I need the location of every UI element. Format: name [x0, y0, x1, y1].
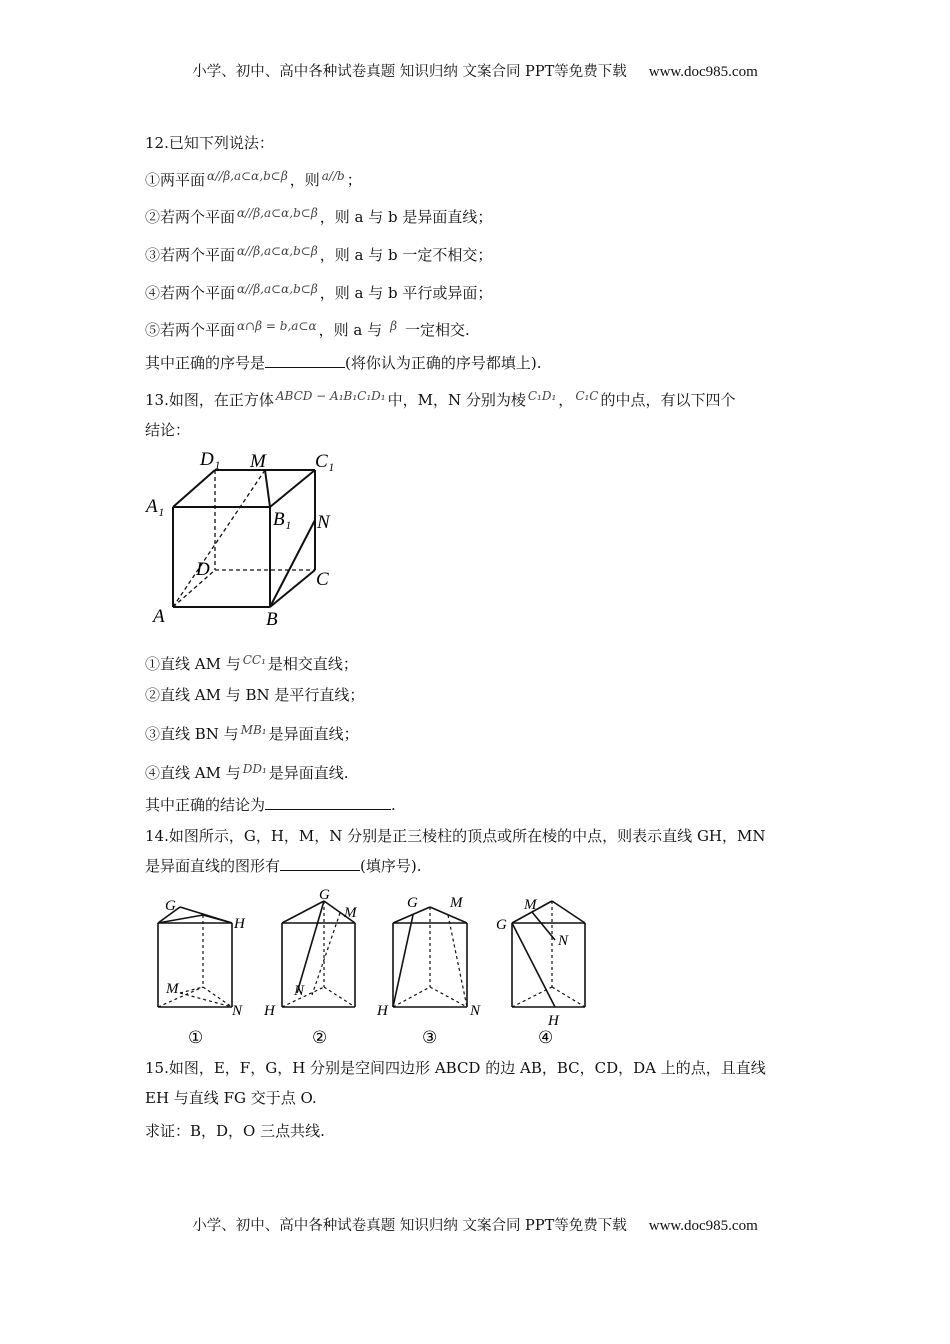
svg-text:G: G [165, 898, 176, 914]
svg-text:M: M [524, 897, 537, 913]
label-M: M [250, 451, 266, 472]
q13-stem-2: 结论： [145, 421, 191, 439]
q15-line-3: 求证：B，D，O 三点共线. [145, 1122, 325, 1140]
footer-text: 小学、初中、高中各种试卷真题 知识归纳 文案合同 PPT等免费下载 [192, 1218, 627, 1234]
label-A1: A₁ [146, 496, 165, 517]
svg-text:M: M [344, 905, 357, 921]
q13-answer-blank[interactable] [265, 795, 391, 810]
svg-text:N: N [558, 933, 569, 949]
q12-statement-1: ①两平面 $^{\alpha//\beta,a\subset\alpha,b\subset\beta}$ ，则 $^{a//b}$ ； [145, 169, 362, 189]
q13-conclusion-2: ②直线 AM 与 BN 是平行直线； [145, 686, 365, 704]
label-A: A [153, 606, 165, 627]
svg-text:N: N [294, 983, 305, 999]
svg-text:G: G [319, 887, 330, 903]
q14-answer-blank[interactable] [280, 856, 360, 871]
label-C1: C₁ [315, 451, 335, 472]
svg-text:②: ② [312, 1028, 328, 1047]
q13-conclusion-3: ③直线 BN 与 $^{MB_1}$ 是异面直线； [145, 723, 359, 743]
svg-text:N: N [232, 1003, 243, 1019]
q13-conclusion-1: ①直线 AM 与 $^{CC_1}$ 是相交直线； [145, 653, 358, 673]
label-B1: B₁ [273, 509, 292, 530]
q15-line-1: 15.如图，E，F，G，H 分别是空间四边形 ABCD 的边 AB，BC，CD，DA 上的点，且直线 [145, 1059, 766, 1077]
label-D1: D₁ [200, 449, 221, 470]
svg-text:M: M [450, 895, 463, 911]
page-header [0, 60, 950, 81]
label-C: C [316, 569, 329, 590]
q12-answer-line: 其中正确的序号是 (将你认为正确的序号都填上). [145, 354, 542, 372]
svg-text:H: H [234, 916, 245, 932]
svg-text:①: ① [188, 1028, 204, 1047]
svg-text:G: G [407, 895, 418, 911]
q14-stem-2: 是异面直线的图形有 (填序号). [145, 857, 422, 875]
header-text: 小学、初中、高中各种试卷真题 知识归纳 文案合同 PPT等免费下载 [192, 64, 627, 80]
prism-figure-1 [150, 885, 260, 1050]
svg-text:N: N [470, 1003, 481, 1019]
label-B: B [266, 609, 278, 630]
label-N: N [317, 512, 330, 533]
svg-text:H: H [377, 1003, 388, 1019]
prism-figure-2 [262, 885, 372, 1050]
q13-stem: 13.如图，在正方体 $^{ABCD - A_1B_1C_1D_1}$ 中，M，N 分别为棱 $^{C_1D_1}$ ， $^{C_1C}$ 的中点，有以下四个 [145, 389, 736, 409]
q14-stem: 14.如图所示，G，H，M，N 分别是正三棱柱的顶点或所在棱的中点，则表示直线 GH，MN [145, 827, 766, 845]
svg-text:H: H [548, 1013, 559, 1029]
prism-figure-4 [492, 885, 602, 1050]
q13-answer-line: 其中正确的结论为 . [145, 796, 396, 814]
q13-conclusion-4: ④直线 AM 与 $^{DD_1}$ 是异面直线. [145, 762, 349, 782]
q12-statement-4: ④若两个平面 $^{\alpha//\beta,a\subset\alpha,b\subset\beta}$ ，则 a 与 b 平行或异面； [145, 282, 493, 302]
svg-text:G: G [496, 917, 507, 933]
q15-line-2: EH 与直线 FG 交于点 O. [145, 1089, 317, 1107]
q12-statement-5: ⑤若两个平面 $^{\alpha\cap\beta = b,a\subset\alpha}$ ，则 a 与 $^\beta$ 一定相交. [145, 319, 470, 339]
svg-text:③: ③ [422, 1028, 438, 1047]
prism-figure-3 [375, 885, 485, 1050]
header-site[interactable]: www.doc985.com [648, 64, 758, 80]
label-D: D [196, 559, 210, 580]
page-footer [0, 1214, 950, 1235]
q12-statement-2: ②若两个平面 $^{\alpha//\beta,a\subset\alpha,b\subset\beta}$ ，则 a 与 b 是异面直线； [145, 206, 493, 226]
cube-figure [140, 445, 350, 630]
svg-text:M: M [166, 981, 179, 997]
svg-text:H: H [264, 1003, 275, 1019]
footer-site[interactable]: www.doc985.com [648, 1218, 758, 1234]
svg-text:④: ④ [538, 1028, 554, 1047]
q12-statement-3: ③若两个平面 $^{\alpha//\beta,a\subset\alpha,b\subset\beta}$ ，则 a 与 b 一定不相交； [145, 244, 493, 264]
q12-answer-blank[interactable] [265, 353, 345, 368]
q12-stem: 12.已知下列说法： [145, 134, 274, 152]
